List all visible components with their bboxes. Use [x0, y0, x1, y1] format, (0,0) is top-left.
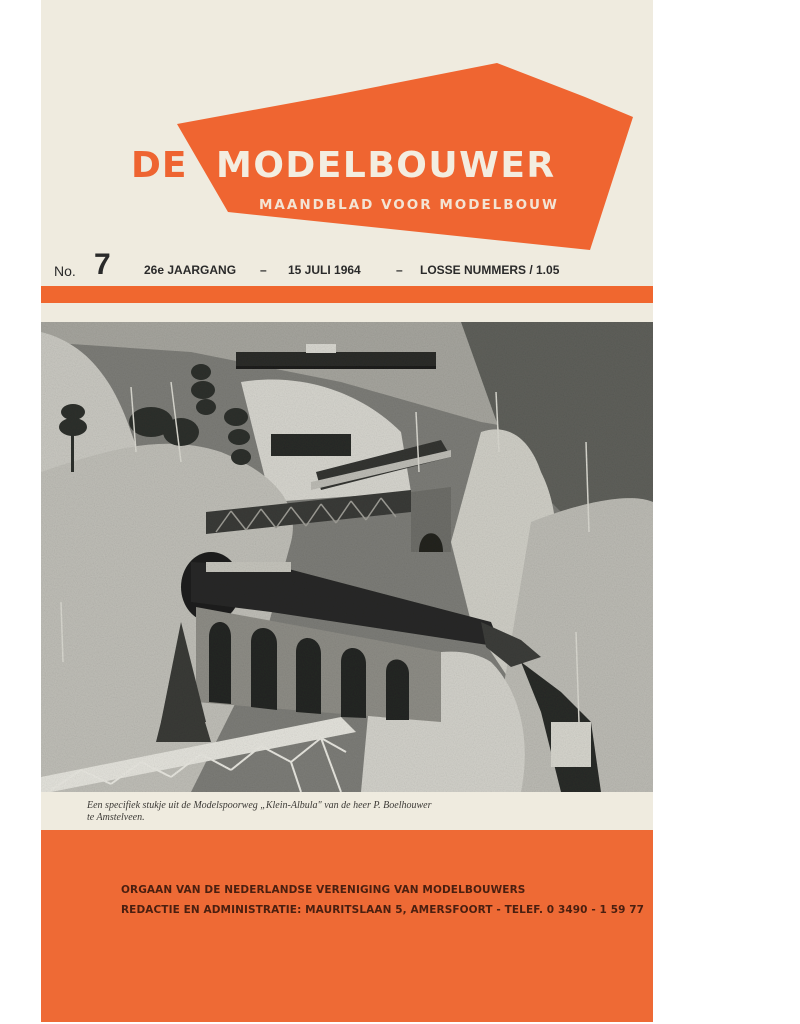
masthead-subtitle: MAANDBLAD VOOR MODELBOUW	[259, 197, 559, 213]
issue-info-line	[54, 250, 653, 280]
footer-editorial-address: REDACTIE EN ADMINISTRATIE: MAURITSLAAN 5, AMERSFOORT - TELEF. 0 3490 - 1 59 77	[121, 904, 645, 916]
issue-date: 15 JULI 1964	[288, 263, 361, 277]
railway-scene-illustration	[41, 322, 653, 792]
issue-separator: –	[396, 263, 403, 277]
issue-number: 7	[94, 248, 111, 281]
issue-number-label: No.	[54, 263, 76, 279]
photo-caption-line-2: te Amstelveen.	[87, 812, 145, 823]
issue-separator: –	[260, 263, 267, 277]
masthead-title: MODELBOUWER	[216, 145, 556, 186]
photo-caption	[87, 800, 607, 824]
cover-photo-model-railway	[41, 322, 653, 792]
photo-caption-line-1: Een specifiek stukje uit de Modelspoorweg „Klein-Albula" van de heer P. Boelhouwer	[87, 800, 432, 811]
issue-price: LOSSE NUMMERS / 1.05	[420, 263, 560, 277]
masthead-title-prefix: DE	[131, 145, 188, 186]
footer-organization: ORGAAN VAN DE NEDERLANDSE VERENIGING VAN MODELBOUWERS	[121, 884, 526, 896]
orange-divider-band	[41, 286, 653, 303]
footer-orange-panel	[41, 830, 653, 1022]
issue-volume: 26e JAARGANG	[144, 263, 237, 277]
magazine-cover	[41, 0, 653, 1022]
